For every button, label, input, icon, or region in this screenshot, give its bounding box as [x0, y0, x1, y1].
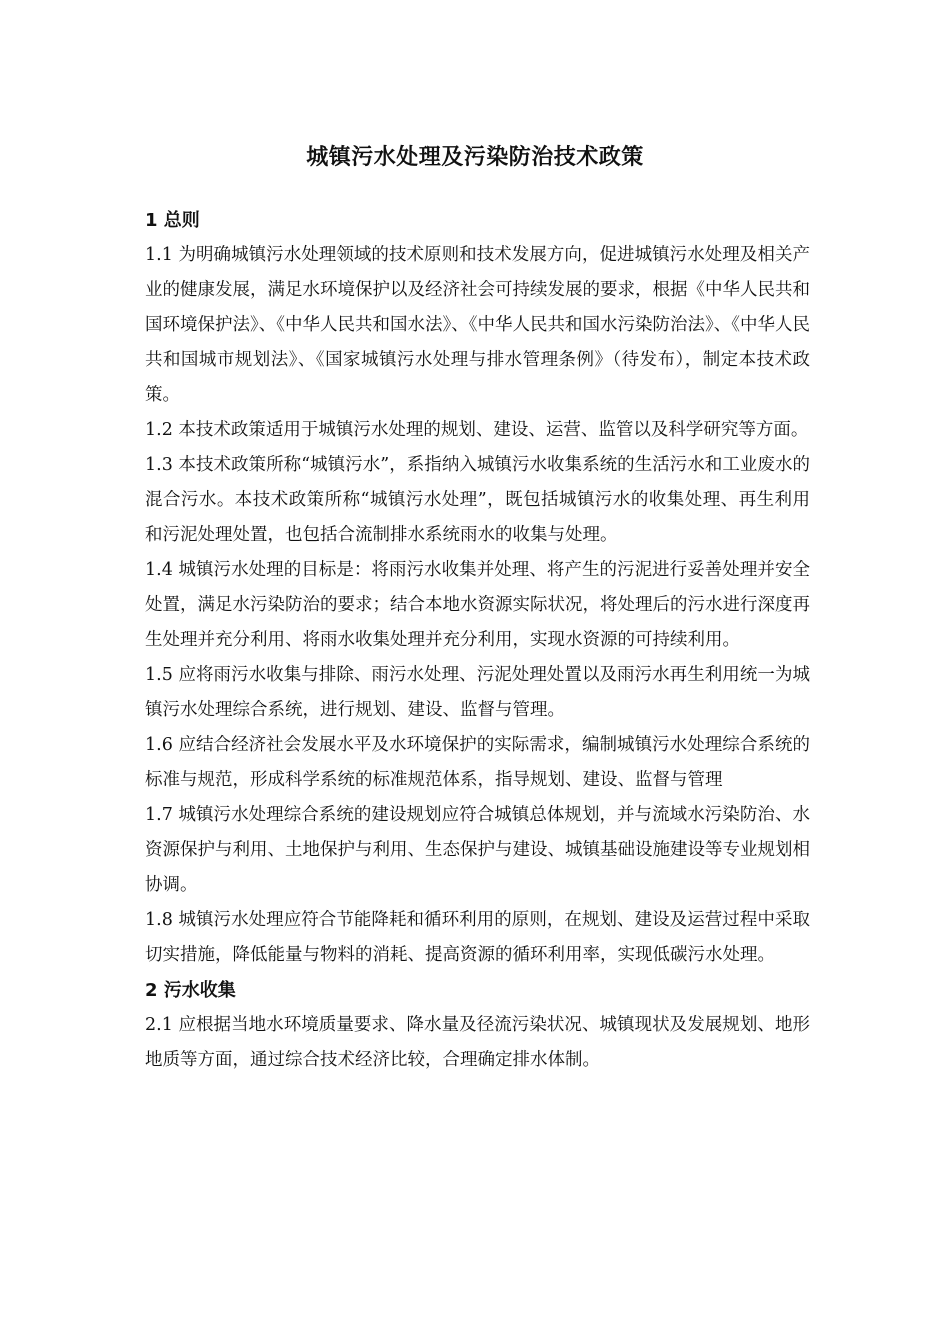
paragraph-1-1: 1.1 为明确城镇污水处理领域的技术原则和技术发展方向，促进城镇污水处理及相关产业的健康发展，满足水环境保护以及经济社会可持续发展的要求，根据《中华人民共和国环境保护法》、《中华人民共和国水法》、《中华人民共和国水污染防治法》、《中华人民共和国城市规划法》、《国家城镇污水处理与排水管理条例》（待发布），制定本技术政策。	[145, 245, 810, 405]
paragraph-1-6: 1.6 应结合经济社会发展水平及水环境保护的实际需求，编制城镇污水处理综合系统的标准与规范，形成科学系统的标准规范体系，指导规划、建设、监督与管理	[145, 735, 810, 790]
paragraph-1-2: 1.2 本技术政策适用于城镇污水处理的规划、建设、运营、监管以及科学研究等方面。	[145, 420, 809, 440]
paragraph-1-8: 1.8 城镇污水处理应符合节能降耗和循环利用的原则，在规划、建设及运营过程中采取切实措施，降低能量与物料的消耗、提高资源的循环利用率，实现低碳污水处理。	[145, 910, 810, 965]
section-heading-general: 1 总则	[145, 210, 200, 231]
section-heading-sewage-collection: 2 污水收集	[145, 980, 236, 1001]
paragraph-1-5: 1.5 应将雨污水收集与排除、雨污水处理、污泥处理处置以及雨污水再生利用统一为城镇污水处理综合系统，进行规划、建设、监督与管理。	[145, 665, 810, 720]
paragraph-1-4: 1.4 城镇污水处理的目标是：将雨污水收集并处理、将产生的污泥进行妥善处理并安全处置，满足水污染防治的要求；结合本地水资源实际状况，将处理后的污水进行深度再生处理并充分利用、将雨水收集处理并充分利用，实现水资源的可持续利用。	[145, 560, 810, 650]
paragraph-2-1: 2.1 应根据当地水环境质量要求、降水量及径流污染状况、城镇现状及发展规划、地形地质等方面，通过综合技术经济比较，合理确定排水体制。	[145, 1015, 810, 1070]
document-body	[145, 203, 810, 1078]
paragraph-1-7: 1.7 城镇污水处理综合系统的建设规划应符合城镇总体规划，并与流域水污染防治、水资源保护与利用、土地保护与利用、生态保护与建设、城镇基础设施建设等专业规划相协调。	[145, 805, 810, 895]
paragraph-1-3: 1.3 本技术政策所称“城镇污水”，系指纳入城镇污水收集系统的生活污水和工业废水的混合污水。本技术政策所称“城镇污水处理”，既包括城镇污水的收集处理、再生利用和污泥处理处置，也包括合流制排水系统雨水的收集与处理。	[145, 455, 810, 545]
document-title: 城镇污水处理及污染防治技术政策	[306, 145, 644, 170]
